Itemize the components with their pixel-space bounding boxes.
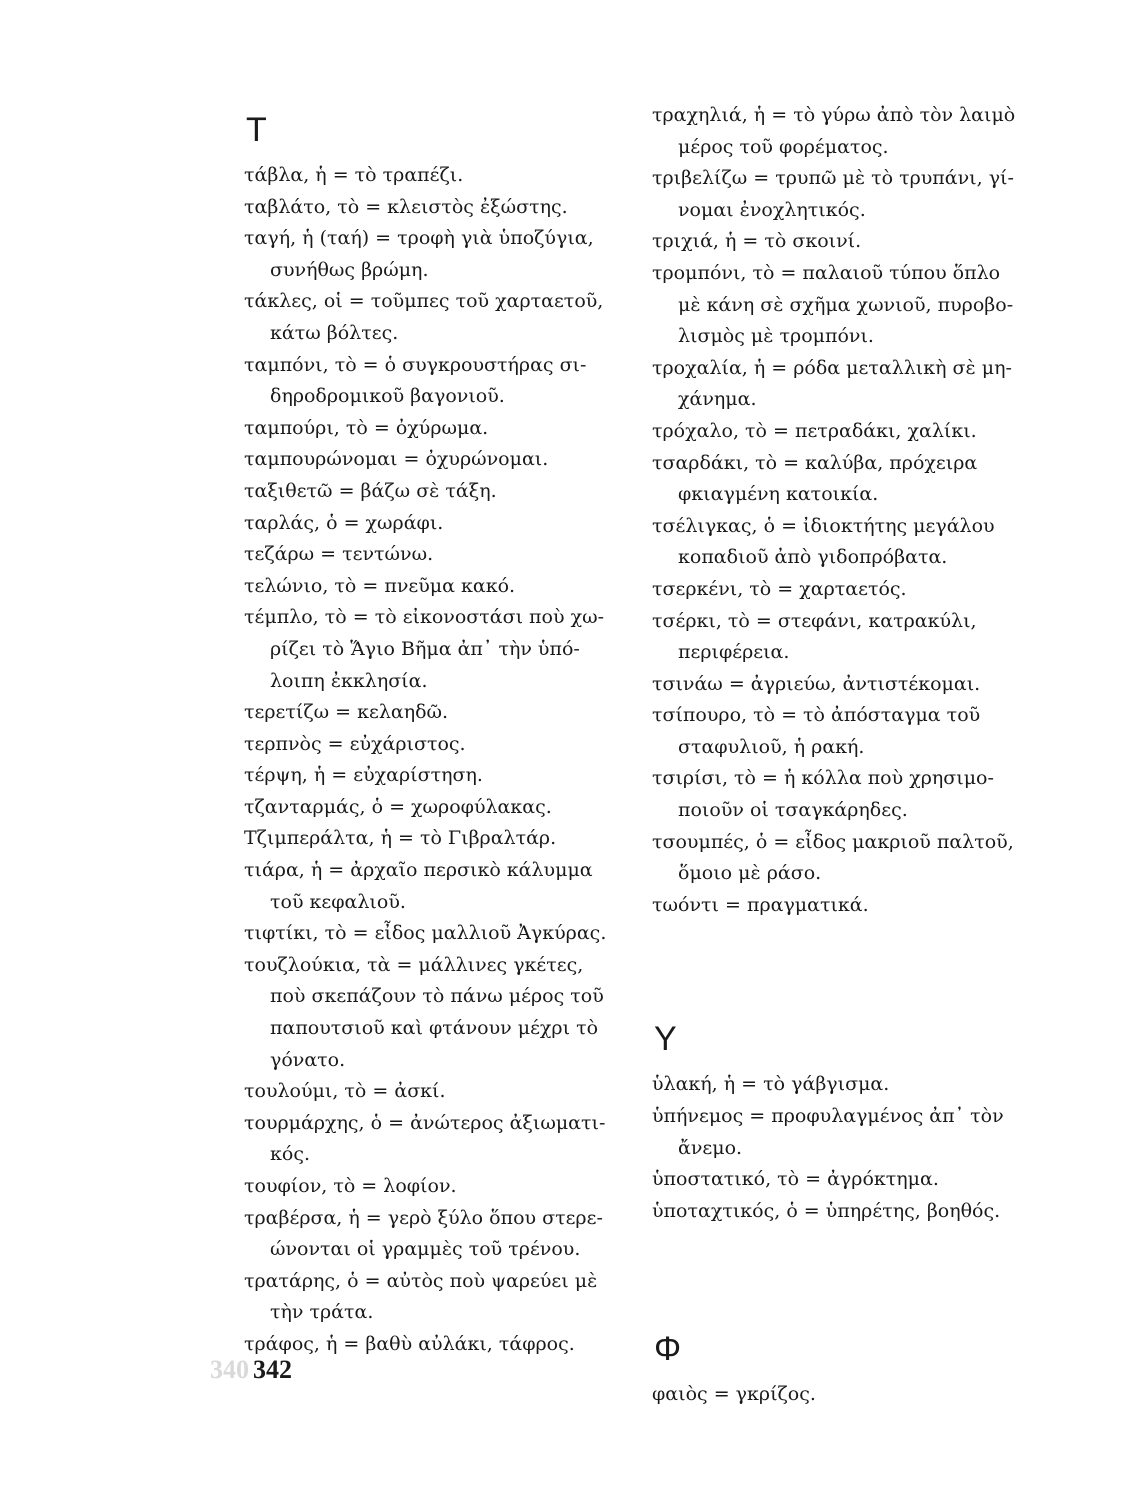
entry-headword-line: ταξιθετῶ = βάζω σὲ τάξη. — [244, 479, 497, 502]
entry-continuation-line: ώνονται οἱ γραμμὲς τοῦ τρένου. — [270, 1238, 581, 1261]
dictionary-entry — [244, 350, 644, 413]
entry-continuation-line: νομαι ἐνοχλητικός. — [678, 198, 866, 221]
entry-headword-line: τερπνὸς = εὐχάριστος. — [244, 732, 466, 755]
entry-headword-line: ταβλάτο, τὸ = κλειστὸς ἐξώστης. — [244, 195, 568, 218]
entry-headword-line: τεζάρω = τεντώνω. — [244, 543, 434, 566]
dictionary-entry — [652, 416, 1052, 448]
entry-headword-line: τράφος, ἡ = βαθὺ αὐλάκι, τάφρος. — [244, 1332, 575, 1355]
entry-headword-line: τουρμάρχης, ὁ = ἀνώτερος ἀξιωματι- — [244, 1111, 606, 1134]
dictionary-entry — [244, 223, 644, 286]
dictionary-entry — [244, 855, 644, 918]
entry-headword-line: ταμπούρι, τὸ = ὀχύρωμα. — [244, 416, 489, 439]
dictionary-entry — [652, 574, 1052, 606]
entry-headword-line: τσερκένι, τὸ = χαρταετός. — [652, 577, 907, 600]
dictionary-entry — [652, 669, 1052, 701]
left-column — [244, 100, 644, 1361]
dictionary-entry — [652, 100, 1052, 163]
entry-headword-line: τσαρδάκι, τὸ = καλύβα, πρόχειρα — [652, 451, 978, 474]
entry-headword-line: τσουμπές, ὁ = εἶδος μακριοῦ παλτοῦ, — [652, 830, 1014, 853]
dictionary-entry — [244, 476, 644, 508]
entry-headword-line: φαιὸς = γκρίζος. — [652, 1383, 816, 1406]
entry-headword-line: Τζιμπεράλτα, ἡ = τὸ Γιβραλτάρ. — [244, 827, 557, 850]
entry-headword-line: τζανταρμάς, ὁ = χωροφύλακας. — [244, 795, 552, 818]
entry-continuation-line: γόνατο. — [270, 1048, 346, 1071]
dictionary-entry — [652, 511, 1052, 574]
dictionary-entry — [244, 508, 644, 540]
entry-headword-line: ταμπόνι, τὸ = ὁ συγκρουστήρας σι- — [244, 353, 587, 376]
dictionary-entry — [244, 950, 644, 1076]
dictionary-entry — [244, 823, 644, 855]
entry-headword-line: τσέλιγκας, ὁ = ἰδιοκτήτης μεγάλου — [652, 514, 995, 537]
dictionary-entry — [244, 697, 644, 729]
entry-continuation-line: τὴν τράτα. — [270, 1301, 374, 1324]
dictionary-entry — [244, 729, 644, 761]
entry-headword-line: τρατάρης, ὁ = αὐτὸς ποὺ ψαρεύει μὲ — [244, 1269, 598, 1292]
entry-headword-line: τσινάω = ἀγριεύω, ἀντιστέκομαι. — [652, 672, 981, 695]
dictionary-entry — [652, 448, 1052, 511]
entry-continuation-line: μέρος τοῦ φορέματος. — [678, 135, 889, 158]
entry-headword-line: τρόχαλο, τὸ = πετραδάκι, χαλίκι. — [652, 419, 977, 442]
entry-headword-line: τραχηλιά, ἡ = τὸ γύρω ἀπὸ τὸν λαιμὸ — [652, 104, 1016, 126]
entry-headword-line: τουζλούκια, τὰ = μάλλινες γκέτες, — [244, 953, 584, 976]
entry-continuation-line: περιφέρεια. — [678, 641, 790, 664]
dictionary-entry — [244, 1266, 644, 1329]
dictionary-entry — [652, 1379, 1052, 1411]
section-heading-phi: Φ — [654, 1330, 682, 1369]
entry-headword-line: τρομπόνι, τὸ = παλαιοῦ τύπου ὅπλο — [652, 261, 1001, 284]
right-top-entries — [652, 100, 1052, 921]
dictionary-entry — [244, 1076, 644, 1108]
entry-continuation-line: σταφυλιοῦ, ἡ ρακή. — [678, 735, 865, 758]
dictionary-entry — [244, 918, 644, 950]
dictionary-entry — [652, 353, 1052, 416]
dictionary-entry — [244, 602, 644, 697]
entry-headword-line: τσίπουρο, τὸ = τὸ ἀπόσταγμα τοῦ — [652, 704, 981, 727]
entry-headword-line: τελώνιο, τὸ = πνεῦμα κακό. — [244, 574, 516, 597]
entry-headword-line: τέρψη, ἡ = εὐχαρίστηση. — [244, 764, 483, 787]
dictionary-entry — [244, 539, 644, 571]
dictionary-entry — [244, 792, 644, 824]
entry-headword-line: ταρλάς, ὁ = χωράφι. — [244, 511, 444, 534]
entry-continuation-line: ρίζει τὸ Ἅγιο Βῆμα ἀπ᾿ τὴν ὑπό- — [270, 637, 580, 660]
entry-continuation-line: φκιαγμένη κατοικία. — [678, 483, 879, 506]
entry-continuation-line: δηροδρομικοῦ βαγονιοῦ. — [270, 385, 505, 408]
entry-headword-line: ὑπήνεμος = προφυλαγμένος ἀπ᾿ τὸν — [652, 1105, 1004, 1128]
entry-headword-line: τριβελίζω = τρυπῶ μὲ τὸ τρυπάνι, γί- — [652, 167, 1014, 190]
upsilon-entries — [652, 1069, 1052, 1227]
dictionary-entry — [244, 192, 644, 224]
dictionary-entry — [244, 760, 644, 792]
dictionary-entry — [652, 700, 1052, 763]
entry-headword-line: τουλούμι, τὸ = ἀσκί. — [244, 1080, 446, 1103]
entry-headword-line: τουφίον, τὸ = λοφίον. — [244, 1175, 457, 1197]
entry-continuation-line: ποὺ σκεπάζουν τὸ πάνω μέρος τοῦ — [270, 985, 604, 1008]
page-number — [210, 1355, 292, 1385]
dictionary-entry — [244, 1171, 644, 1203]
entry-headword-line: τσιρίσι, τὸ = ἡ κόλλα ποὺ χρησιμο- — [652, 767, 994, 790]
entry-continuation-line: λοιπη ἐκκλησία. — [270, 669, 428, 692]
entry-headword-line: τιφτίκι, τὸ = εἶδος μαλλιοῦ Ἀγκύρας. — [244, 922, 607, 945]
dictionary-entry — [652, 1069, 1052, 1101]
dictionary-entry — [652, 1101, 1052, 1164]
entry-headword-line: τάκλες, οἱ = τοῦμπες τοῦ χαρταετοῦ, — [244, 290, 604, 313]
entry-headword-line: τροχαλία, ἡ = ρόδα μεταλλικὴ σὲ μη- — [652, 356, 1012, 379]
entry-continuation-line: ἄνεμο. — [678, 1136, 743, 1159]
entry-headword-line: τσέρκι, τὸ = στεφάνι, κατρακύλι, — [652, 609, 977, 632]
dictionary-entry — [652, 890, 1052, 922]
dictionary-entry — [244, 1108, 644, 1171]
dictionary-entry — [244, 571, 644, 603]
entry-continuation-line: λισμὸς μὲ τρομπόνι. — [678, 325, 874, 348]
dictionary-entry — [244, 286, 644, 349]
entry-continuation-line: μὲ κάνη σὲ σχῆμα χωνιοῦ, πυροβο- — [678, 293, 1014, 316]
entry-continuation-line: τοῦ κεφαλιοῦ. — [270, 890, 406, 913]
section-gap — [652, 921, 1052, 1009]
entry-headword-line: τριχιά, ἡ = τὸ σκοινί. — [652, 230, 862, 253]
entry-continuation-line: ὅμοιο μὲ ράσο. — [678, 862, 822, 885]
entry-headword-line: ταμπουρώνομαι = ὀχυρώνομαι. — [244, 448, 549, 471]
entry-headword-line: ταγή, ἡ (ταή) = τροφὴ γιὰ ὑποζύγια, — [244, 227, 594, 250]
dictionary-entry — [652, 258, 1052, 353]
left-entries — [244, 160, 644, 1361]
dictionary-entry — [652, 163, 1052, 226]
entry-headword-line: τέμπλο, τὸ = τὸ εἰκονοστάσι ποὺ χω- — [244, 606, 604, 629]
entry-headword-line: τιάρα, ἡ = ἀρχαῖο περσικὸ κάλυμμα — [244, 859, 593, 882]
section-gap — [652, 1227, 1052, 1319]
entry-continuation-line: κός. — [270, 1143, 310, 1166]
dictionary-entry — [652, 1164, 1052, 1196]
entry-headword-line: τραβέρσα, ἡ = γερὸ ξύλο ὅπου στερε- — [244, 1206, 603, 1229]
dictionary-entry — [652, 226, 1052, 258]
current-page-number: 342 — [253, 1355, 292, 1384]
dictionary-entry — [244, 413, 644, 445]
entry-continuation-line: συνήθως βρώμη. — [270, 258, 429, 281]
dictionary-entry — [244, 160, 644, 192]
entry-headword-line: τερετίζω = κελαηδῶ. — [244, 701, 449, 724]
right-column — [652, 100, 1052, 1411]
dictionary-entry — [652, 763, 1052, 826]
entry-continuation-line: παπουτσιοῦ καὶ φτάνουν μέχρι τὸ — [270, 1017, 599, 1040]
phi-entries — [652, 1379, 1052, 1411]
entry-continuation-line: ποιοῦν οἱ τσαγκάρηδες. — [678, 799, 908, 822]
entry-continuation-line: κάτω βόλτες. — [270, 321, 399, 344]
entry-headword-line: ὑλακή, ἡ = τὸ γάβγισμα. — [652, 1073, 890, 1096]
section-heading-tau: Τ — [246, 111, 267, 149]
dictionary-entry — [652, 1196, 1052, 1228]
dictionary-entry — [652, 827, 1052, 890]
dictionary-entry — [244, 1329, 644, 1361]
entry-continuation-line: χάνημα. — [678, 388, 757, 411]
old-page-number: 340 — [210, 1355, 249, 1384]
section-heading-upsilon: Υ — [654, 1020, 677, 1059]
dictionary-entry — [244, 1203, 644, 1266]
entry-headword-line: τάβλα, ἡ = τὸ τραπέζι. — [244, 164, 464, 186]
entry-headword-line: ὑποταχτικός, ὁ = ὑπηρέτης, βοηθός. — [652, 1199, 1001, 1222]
entry-headword-line: τωόντι = πραγματικά. — [652, 893, 869, 916]
entry-continuation-line: κοπαδιοῦ ἀπὸ γιδοπρόβατα. — [678, 546, 948, 569]
dictionary-entry — [652, 606, 1052, 669]
entry-headword-line: ὑποστατικό, τὸ = ἀγρόκτημα. — [652, 1168, 939, 1191]
dictionary-entry — [244, 444, 644, 476]
